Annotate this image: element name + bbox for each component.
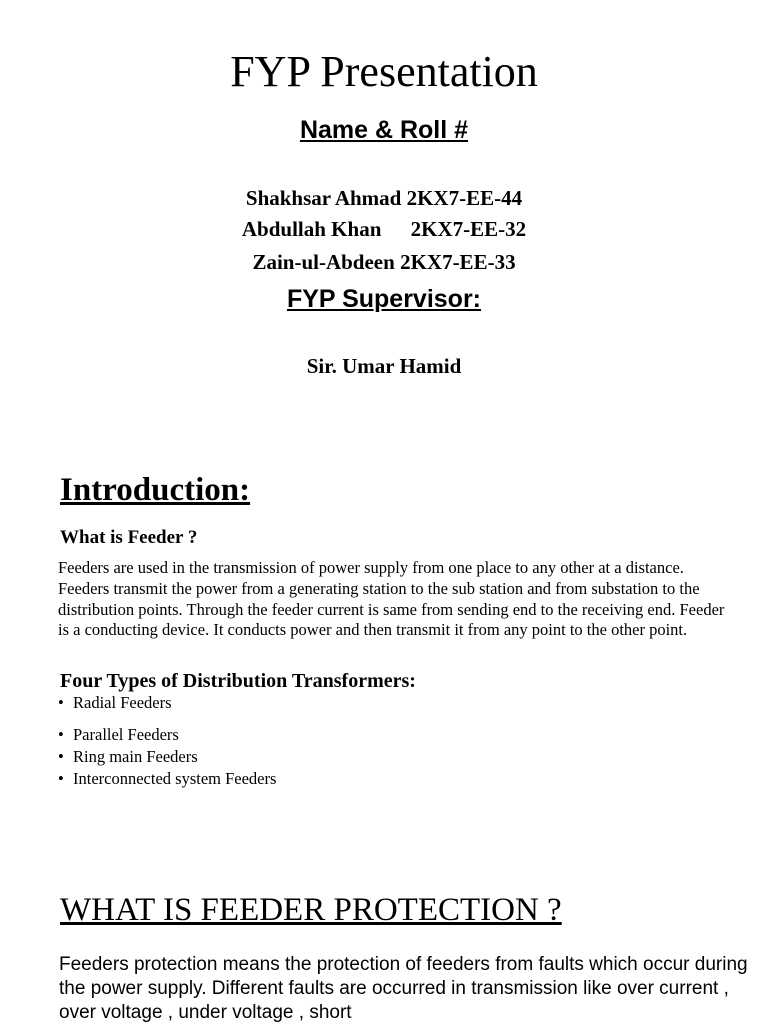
introduction-heading: Introduction: [60,472,251,508]
member-name: Abdullah Khan [241,217,382,241]
member-row [0,216,768,242]
list-item [58,693,172,713]
supervisor-heading: FYP Supervisor: [286,285,482,313]
bullet-icon: • [58,769,64,788]
name-roll-heading: Name & Roll # [299,116,469,144]
document-title: FYP Presentation [230,47,538,96]
bullet-icon: • [58,725,64,744]
member-name: Zain-ul-Abdeen [252,250,395,274]
member-name: Shakhsar Ahmad [245,186,402,210]
member-row [0,185,768,211]
list-item [58,769,276,789]
list-item [58,747,198,767]
bullet-icon: • [58,693,64,712]
list-item [58,725,179,745]
list-item-label: Interconnected system Feeders [73,769,277,788]
member-row [0,249,768,275]
feeder-question: What is Feeder ? [60,527,198,548]
types-heading: Four Types of Distribution Transformers: [60,670,416,692]
bullet-icon: • [58,747,64,766]
protection-heading: WHAT IS FEEDER PROTECTION ? [60,892,562,928]
member-roll: 2KX7-EE-44 [406,186,523,210]
protection-paragraph: Feeders protection means the protection of feeders from faults which occur during the power supply. Different faults are occurred in transmission like over current , over voltage , under voltage , short [59,954,748,1023]
list-item-label: Ring main Feeders [73,747,198,766]
member-roll: 2KX7-EE-33 [400,250,516,274]
supervisor-name: Sir. Umar Hamid [306,354,462,378]
list-item-label: Radial Feeders [73,693,172,712]
list-item-label: Parallel Feeders [73,725,179,744]
member-roll: 2KX7-EE-32 [410,217,527,241]
feeder-paragraph: Feeders are used in the transmission of power supply from one place to any other at a distance. Feeders transmit the power from a generating station to the sub station and from substation to the distribution points. Through the feeder current is same from sending end to the receiving end. Feeder is a conducting device. It conducts power and then transmit it from any point to the other point. [58,558,725,640]
